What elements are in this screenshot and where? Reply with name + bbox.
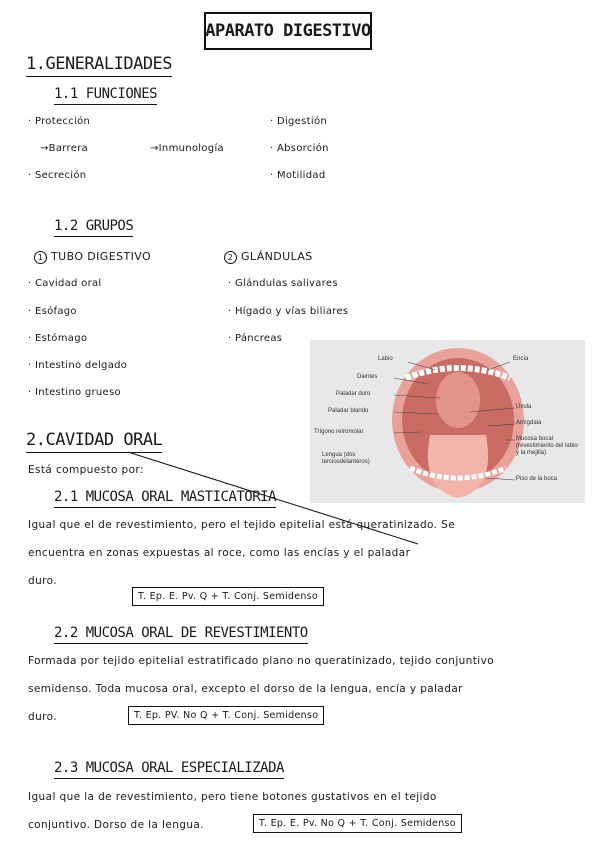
function-item: →Inmunología [150, 143, 224, 154]
label-encia: Encía [513, 356, 529, 362]
section1-heading: 1.GENERALIDADES [26, 54, 172, 74]
group2-title: 2 GLÁNDULAS [224, 250, 313, 264]
body-line: Igual que el de revestimiento, pero el tejido epitelial está queratinizado. Se [28, 519, 456, 531]
section2-heading: 2.CAVIDAD ORAL [26, 430, 162, 450]
group1-item: · Intestino grueso [28, 387, 121, 398]
sub23-heading: 2.3 MUCOSA ORAL ESPECIALIZADA [54, 760, 284, 776]
body-line: duro. [28, 711, 57, 723]
body-line: conjuntivo. Dorso de la lengua. [28, 819, 204, 831]
label-trigono: Trígono retromolar [314, 429, 364, 435]
label-piso: Piso de la boca [516, 476, 558, 482]
function-item: · Absorción [270, 143, 329, 154]
group1-item: · Intestino delgado [28, 360, 128, 371]
label-labio: Labio [378, 356, 393, 362]
label-amigdala: Amígdala [516, 420, 542, 426]
function-item: →Barrera [40, 143, 88, 154]
label-paladar-blando: Paladar blando [328, 408, 369, 414]
function-item: · Motilidad [270, 170, 326, 181]
body-line: Formada por tejido epitelial estratificado plano no queratinizado, tejido conjuntivo [28, 655, 495, 667]
body-line: encuentra en zonas expuestas al roce, como las encías y el paladar [28, 547, 411, 559]
group1-title: 1 TUBO DIGESTIVO [34, 250, 151, 264]
group2-item: · Glándulas salivares [228, 278, 338, 289]
label-mucosa-bucal: Mucosa bucal (revestimiento del labio y la mejilla) [516, 436, 578, 456]
formula-box: T. Ep. PV. No Q + T. Conj. Semidenso [128, 706, 324, 725]
number-badge: 1 [34, 251, 47, 264]
group1-item: · Esófago [28, 306, 77, 317]
formula-box: T. Ep. E. Pv. No Q + T. Conj. Semidenso [253, 814, 462, 833]
group1-item: · Estómago [28, 333, 88, 344]
label-paladar-duro: Paladar duro [336, 391, 371, 397]
sub22-heading: 2.2 MUCOSA ORAL DE REVESTIMIENTO [54, 625, 308, 641]
label-dientes: Dientes [357, 374, 378, 380]
label-uvula: Úvula [516, 404, 532, 410]
section2-intro: Está compuesto por: [28, 464, 144, 476]
number-badge: 2 [224, 251, 237, 264]
body-line: Igual que la de revestimiento, pero tiene botones gustativos en el tejido [28, 791, 437, 803]
group2-item: · Páncreas [228, 333, 283, 344]
funciones-heading: 1.1 FUNCIONES [54, 86, 157, 102]
function-item: · Protección [28, 116, 91, 127]
grupos-heading: 1.2 GRUPOS [54, 218, 133, 234]
sub21-heading: 2.1 MUCOSA ORAL MASTICATORIA [54, 489, 276, 505]
body-line: duro. [28, 575, 57, 587]
body-line: semidenso. Toda mucosa oral, excepto el dorso de la lengua, encía y paladar [28, 683, 463, 695]
function-item: · Secreción [28, 170, 87, 181]
group2-item: · Hígado y vías biliares [228, 306, 349, 317]
function-item: · Digestión [270, 116, 328, 127]
group1-item: · Cavidad oral [28, 278, 102, 289]
label-lengua: Lengua (dos terciosdelanteros) [322, 452, 370, 465]
formula-box: T. Ep. E. Pv. Q + T. Conj. Semidenso [132, 587, 324, 606]
page-title: APARATO DIGESTIVO [204, 12, 372, 50]
